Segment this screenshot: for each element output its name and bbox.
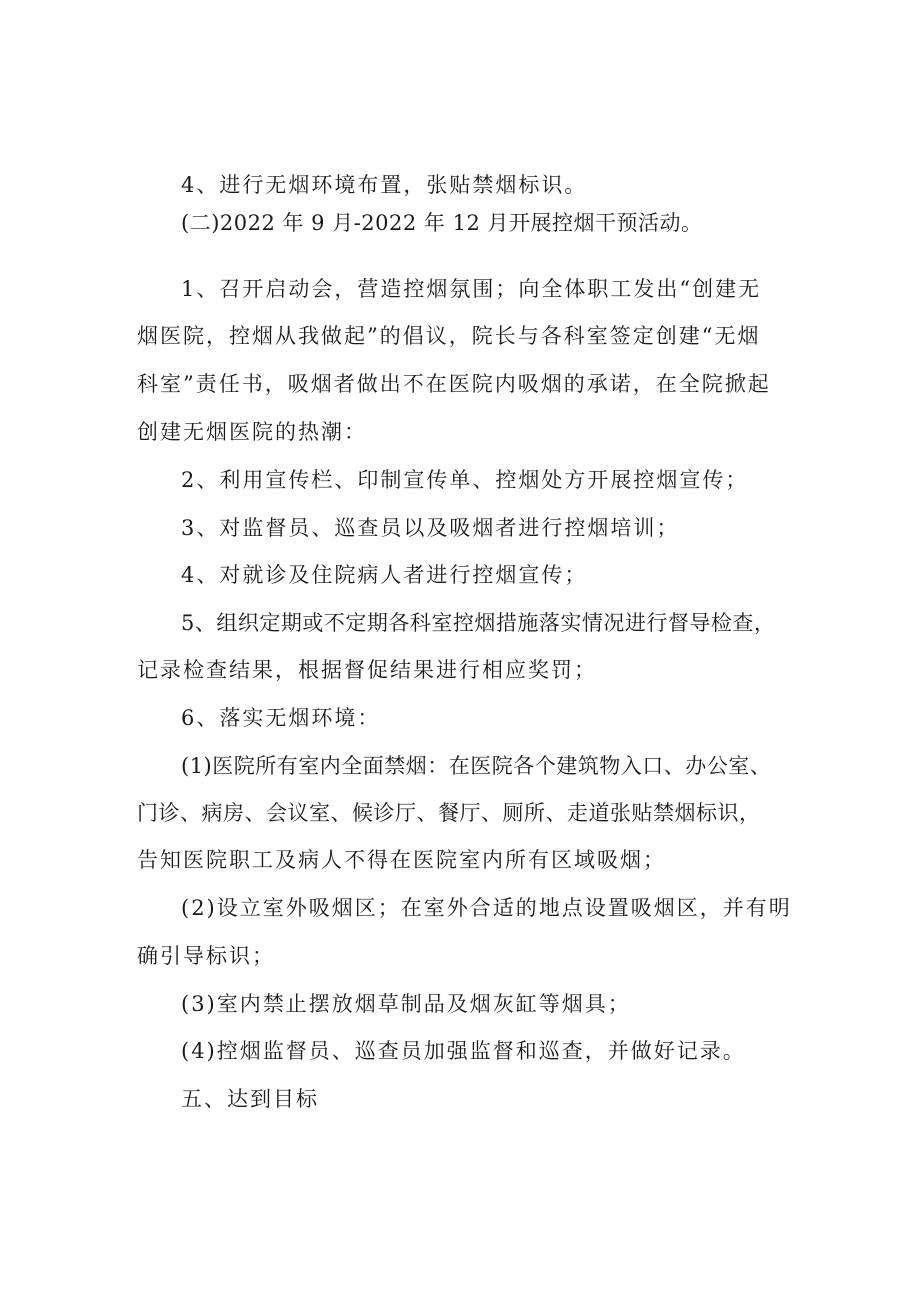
paragraph-line: (2)设立室外吸烟区；在室外合适的地点设置吸烟区，并有明 [181,896,792,920]
paragraph-line: 5、组织定期或不定期各科室控烟措施落实情况进行督导检查， [181,611,776,635]
paragraph-line: (1)医院所有室内全面禁烟：在医院各个建筑物入口、办公室、 [181,754,772,778]
paragraph-line: (3)室内禁止摆放烟草制品及烟灰缸等烟具； [181,992,631,1016]
paragraph-line: 告知医院职工及病人不得在医院室内所有区域吸烟； [137,848,666,872]
paragraph-line: 门诊、病房、会议室、候诊厅、餐厅、厕所、走道张贴禁烟标识， [137,801,761,825]
paragraph-line: (4)控烟监督员、巡查员加强监督和巡查，并做好记录。 [181,1039,746,1063]
paragraph-line: 4、对就诊及住院病人者进行控烟宣传； [181,563,588,587]
paragraph-line: 科室”责任书，吸烟者做出不在医院内吸烟的承诺，在全院掀起 [137,372,771,396]
paragraph-line: 2、利用宣传栏、印制宣传单、控烟处方开展控烟宣传； [181,468,749,492]
paragraph-line: 烟医院，控烟从我做起”的倡议，院长与各科室签定创建“无烟 [137,324,761,348]
paragraph-line: 3、对监督员、巡查员以及吸烟者进行控烟培训； [181,516,680,540]
section-heading: (二)2022 年 9 月-2022 年 12 月开展控烟干预活动。 [181,211,703,235]
paragraph-line: 记录检查结果，根据督促结果进行相应奖罚； [137,658,597,682]
section-heading: 五、达到目标 [181,1087,319,1111]
paragraph-line: 创建无烟医院的热潮： [137,420,367,444]
paragraph-line: 1、召开启动会，营造控烟氛围；向全体职工发出“创建无 [181,277,762,301]
paragraph-line: 4、进行无烟环境布置，张贴禁烟标识。 [181,173,588,197]
paragraph-line: 6、落实无烟环境： [181,706,381,730]
paragraph-line: 确引导标识； [137,944,275,968]
